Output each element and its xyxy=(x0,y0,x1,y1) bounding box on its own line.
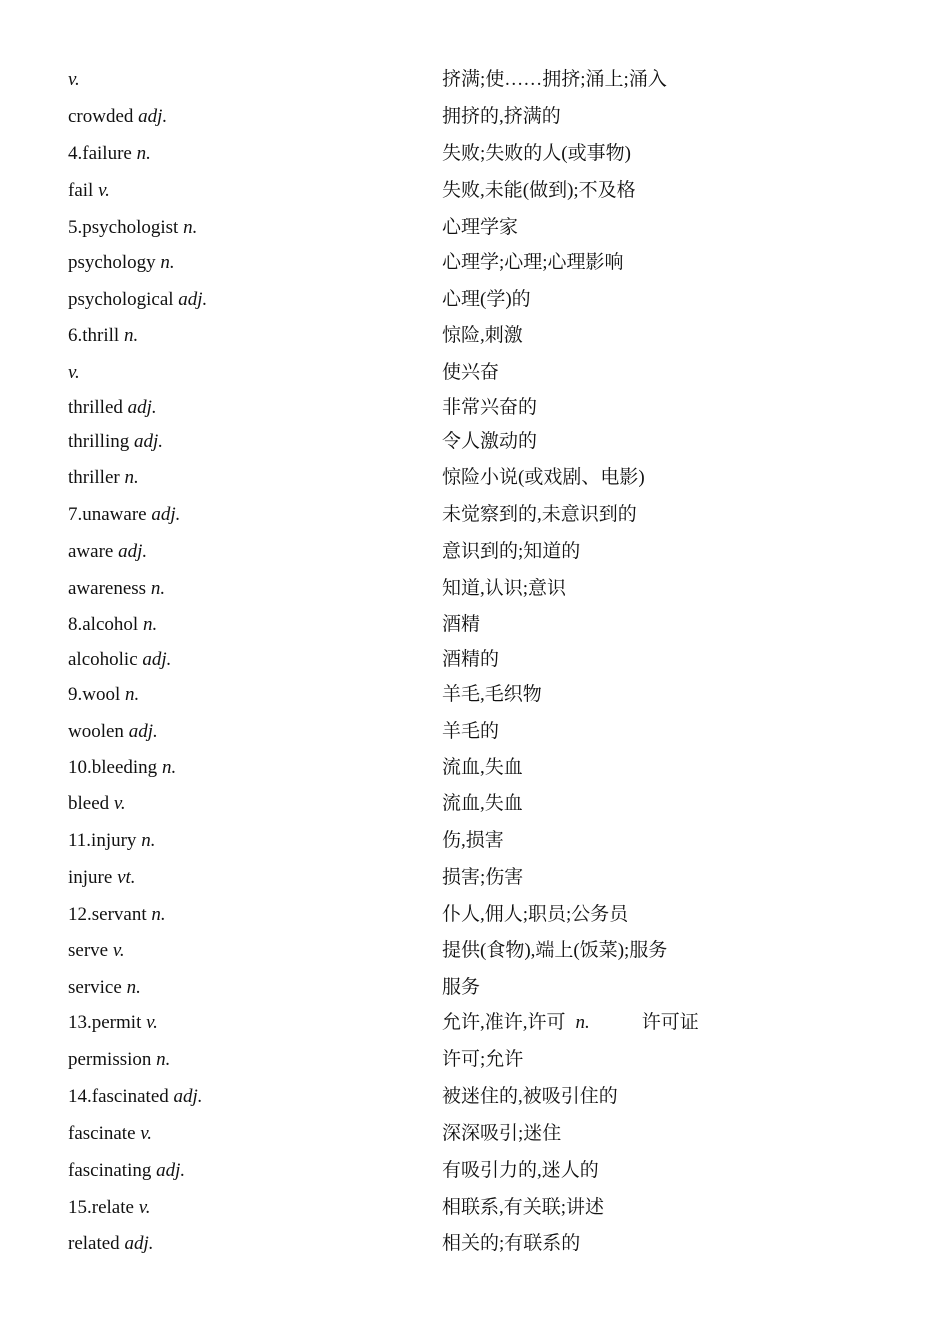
entry-number: 15. xyxy=(68,1197,92,1218)
part-of-speech: adj. xyxy=(142,649,172,670)
english-term xyxy=(68,1193,150,1223)
english-term xyxy=(68,900,166,930)
chinese-meaning xyxy=(442,1119,561,1149)
part-of-speech: adj. xyxy=(178,289,208,310)
chinese-meaning xyxy=(442,1045,523,1075)
entry-number: 5. xyxy=(68,217,83,238)
extra-meaning: 许可证 xyxy=(641,1012,699,1033)
headword: psychology xyxy=(68,252,156,273)
headword: service xyxy=(68,977,122,998)
headword: injure xyxy=(68,867,113,888)
part-of-speech: adj. xyxy=(118,541,148,562)
chinese-meaning xyxy=(442,1008,699,1038)
english-term xyxy=(68,248,175,278)
headword: bleed xyxy=(68,793,110,814)
part-of-speech: n. xyxy=(160,252,175,273)
english-term xyxy=(68,1156,185,1186)
part-of-speech: n. xyxy=(125,684,140,705)
part-of-speech: v. xyxy=(146,1012,158,1033)
english-term xyxy=(68,393,157,423)
english-term xyxy=(68,610,157,640)
headword: thriller xyxy=(68,467,120,488)
meaning-text: 惊险,刺激 xyxy=(442,325,523,346)
headword: aware xyxy=(68,541,114,562)
english-term xyxy=(68,65,80,95)
english-term xyxy=(68,321,138,351)
meaning-text: 相联系,有关联;讲述 xyxy=(442,1197,605,1218)
english-term xyxy=(68,213,197,243)
english-term xyxy=(68,358,80,388)
chinese-meaning xyxy=(442,500,637,530)
part-of-speech: n. xyxy=(124,467,139,488)
entry-number: 10. xyxy=(68,757,92,778)
part-of-speech: n. xyxy=(150,578,166,599)
meaning-text: 羊毛,毛织物 xyxy=(442,684,542,705)
meaning-text: 伤,损害 xyxy=(442,830,504,851)
vocab-row xyxy=(68,1229,890,1259)
chinese-meaning xyxy=(442,789,523,819)
english-term xyxy=(68,1045,170,1075)
meaning-text: 深深吸引;迷住 xyxy=(442,1123,562,1144)
part-of-speech: v. xyxy=(112,940,125,961)
chinese-meaning xyxy=(442,863,523,893)
vocab-row xyxy=(68,574,890,604)
english-term xyxy=(68,863,136,893)
chinese-meaning xyxy=(442,393,537,423)
part-of-speech: v. xyxy=(113,793,126,814)
english-term xyxy=(68,753,176,783)
vocab-row xyxy=(68,321,890,351)
chinese-meaning xyxy=(442,463,645,493)
chinese-meaning xyxy=(442,213,518,243)
headword: fail xyxy=(68,180,94,201)
vocab-row xyxy=(68,358,890,388)
meaning-text: 惊险小说(或戏剧、电影) xyxy=(442,467,645,488)
chinese-meaning xyxy=(442,900,628,930)
part-of-speech: n. xyxy=(183,217,198,238)
english-term xyxy=(68,826,155,856)
meaning-text: 使兴奋 xyxy=(442,362,500,383)
meaning-text: 酒精 xyxy=(442,614,481,635)
vocab-row xyxy=(68,65,890,95)
part-of-speech: adj. xyxy=(133,431,164,452)
part-of-speech: adj. xyxy=(124,1233,154,1254)
chinese-meaning xyxy=(442,285,531,315)
headword: thrilling xyxy=(68,431,130,452)
headword: crowded xyxy=(68,106,134,127)
extra-part-of-speech: n. xyxy=(575,1012,590,1033)
part-of-speech: n. xyxy=(156,1049,171,1070)
headword: permission xyxy=(68,1049,152,1070)
chinese-meaning xyxy=(442,1156,599,1186)
english-term xyxy=(68,936,125,966)
entry-number: 9. xyxy=(68,684,83,705)
vocab-row xyxy=(68,753,890,783)
headword: bleeding xyxy=(91,757,158,778)
vocab-row xyxy=(68,645,890,675)
chinese-meaning xyxy=(442,826,504,856)
part-of-speech: v. xyxy=(98,180,110,201)
headword: thrilled xyxy=(68,397,123,418)
part-of-speech: n. xyxy=(142,614,158,635)
entry-number: 8. xyxy=(68,614,83,635)
part-of-speech: adj. xyxy=(127,397,157,418)
vocab-row xyxy=(68,427,890,457)
entry-number: 7. xyxy=(68,504,83,525)
vocab-row xyxy=(68,789,890,819)
chinese-meaning xyxy=(442,753,523,783)
meaning-text: 酒精的 xyxy=(442,649,500,670)
vocab-row xyxy=(68,826,890,856)
english-term xyxy=(68,1082,203,1112)
chinese-meaning xyxy=(442,65,667,95)
chinese-meaning xyxy=(442,610,480,640)
english-term xyxy=(68,427,163,457)
headword: fascinating xyxy=(68,1160,152,1181)
vocab-row xyxy=(68,139,890,169)
vocab-row xyxy=(68,1045,890,1075)
chinese-meaning xyxy=(442,139,631,169)
vocab-row xyxy=(68,213,890,243)
chinese-meaning xyxy=(442,1229,580,1259)
vocab-row xyxy=(68,393,890,423)
chinese-meaning xyxy=(442,321,523,351)
english-term xyxy=(68,500,180,530)
headword: alcohol xyxy=(82,614,139,635)
headword: permit xyxy=(91,1012,142,1033)
vocab-row xyxy=(68,537,890,567)
part-of-speech: n. xyxy=(161,757,177,778)
meaning-text: 允许,准许,许可 xyxy=(442,1012,566,1033)
headword: psychological xyxy=(68,289,174,310)
entry-number: 12. xyxy=(68,904,92,925)
english-term xyxy=(68,789,126,819)
english-term xyxy=(68,176,110,206)
headword: relate xyxy=(91,1197,134,1218)
entry-number: 13. xyxy=(68,1012,92,1033)
english-term xyxy=(68,139,151,169)
part-of-speech: n. xyxy=(141,830,156,851)
headword: alcoholic xyxy=(68,649,138,670)
chinese-meaning xyxy=(442,936,667,966)
entry-number: 6. xyxy=(68,325,83,346)
meaning-text: 流血,失血 xyxy=(442,793,523,814)
meaning-text: 挤满;使……拥挤;涌上;涌入 xyxy=(442,69,667,90)
vocab-row xyxy=(68,1119,890,1149)
headword: woolen xyxy=(68,721,124,742)
entry-number: 4. xyxy=(68,143,83,164)
part-of-speech: adj. xyxy=(138,106,168,127)
english-term xyxy=(68,1229,153,1259)
chinese-meaning xyxy=(442,973,480,1003)
headword: unaware xyxy=(82,504,147,525)
meaning-text: 令人激动的 xyxy=(442,431,538,452)
vocab-row xyxy=(68,680,890,710)
meaning-text: 失败;失败的人(或事物) xyxy=(442,143,631,164)
headword: failure xyxy=(82,143,132,164)
chinese-meaning xyxy=(442,176,636,206)
chinese-meaning xyxy=(442,102,561,132)
vocab-row xyxy=(68,1082,890,1112)
chinese-meaning xyxy=(442,574,566,604)
chinese-meaning xyxy=(442,1193,604,1223)
english-term xyxy=(68,1008,158,1038)
headword: psychologist xyxy=(82,217,179,238)
part-of-speech: n. xyxy=(123,325,139,346)
headword: awareness xyxy=(68,578,147,599)
entry-number: 11. xyxy=(68,830,92,851)
english-term xyxy=(68,973,141,1003)
headword: injury xyxy=(91,830,137,851)
vocab-row xyxy=(68,102,890,132)
headword: wool xyxy=(82,684,121,705)
vocab-row xyxy=(68,176,890,206)
vocab-row xyxy=(68,717,890,747)
headword: fascinate xyxy=(68,1123,136,1144)
part-of-speech: v. xyxy=(138,1197,151,1218)
headword: servant xyxy=(91,904,147,925)
english-term xyxy=(68,102,167,132)
english-term xyxy=(68,1119,152,1149)
vocab-row xyxy=(68,463,890,493)
meaning-text: 被迷住的,被吸引住的 xyxy=(442,1086,618,1107)
english-term xyxy=(68,645,171,675)
part-of-speech: v. xyxy=(140,1123,153,1144)
headword: serve xyxy=(68,940,109,961)
meaning-text: 羊毛的 xyxy=(442,721,500,742)
vocab-row xyxy=(68,863,890,893)
vocab-row xyxy=(68,900,890,930)
chinese-meaning xyxy=(442,427,537,457)
part-of-speech: adj. xyxy=(151,504,181,525)
meaning-text: 拥挤的,挤满的 xyxy=(442,106,561,127)
chinese-meaning xyxy=(442,248,624,278)
headword: fascinated xyxy=(91,1086,169,1107)
meaning-text: 提供(食物),端上(饭菜);服务 xyxy=(442,940,668,961)
english-term xyxy=(68,717,158,747)
meaning-text: 流血,失血 xyxy=(442,757,523,778)
vocab-row xyxy=(68,500,890,530)
meaning-text: 心理(学)的 xyxy=(442,289,531,310)
chinese-meaning xyxy=(442,537,580,567)
vocab-row xyxy=(68,936,890,966)
english-term xyxy=(68,537,147,567)
vocab-row xyxy=(68,1156,890,1186)
meaning-text: 意识到的;知道的 xyxy=(442,541,581,562)
meaning-text: 知道,认识;意识 xyxy=(442,578,567,599)
entry-number: 14. xyxy=(68,1086,92,1107)
part-of-speech: v. xyxy=(68,362,80,383)
headword: related xyxy=(68,1233,120,1254)
part-of-speech: adj. xyxy=(128,721,158,742)
meaning-text: 许可;允许 xyxy=(442,1049,524,1070)
part-of-speech: n. xyxy=(136,143,151,164)
meaning-text: 损害;伤害 xyxy=(442,867,524,888)
meaning-text: 心理学;心理;心理影响 xyxy=(442,252,624,273)
meaning-text: 相关的;有联系的 xyxy=(442,1233,581,1254)
chinese-meaning xyxy=(442,645,499,675)
chinese-meaning xyxy=(442,1082,618,1112)
meaning-text: 仆人,佣人;职员;公务员 xyxy=(442,904,629,925)
part-of-speech: adj. xyxy=(156,1160,186,1181)
chinese-meaning xyxy=(442,717,499,747)
vocab-row xyxy=(68,1008,890,1038)
meaning-text: 心理学家 xyxy=(442,217,519,238)
english-term xyxy=(68,574,165,604)
meaning-text: 有吸引力的,迷人的 xyxy=(442,1160,599,1181)
headword: thrill xyxy=(82,325,120,346)
part-of-speech: vt. xyxy=(117,867,136,888)
vocab-row xyxy=(68,248,890,278)
meaning-text: 非常兴奋的 xyxy=(442,397,538,418)
vocab-row xyxy=(68,973,890,1003)
english-term xyxy=(68,463,139,493)
vocab-row xyxy=(68,285,890,315)
part-of-speech: n. xyxy=(151,904,166,925)
vocab-row xyxy=(68,610,890,640)
meaning-text: 失败,未能(做到);不及格 xyxy=(442,180,636,201)
chinese-meaning xyxy=(442,358,499,388)
chinese-meaning xyxy=(442,680,542,710)
vocab-row xyxy=(68,1193,890,1223)
part-of-speech: v. xyxy=(68,69,80,90)
part-of-speech: adj. xyxy=(173,1086,203,1107)
part-of-speech: n. xyxy=(126,977,141,998)
english-term xyxy=(68,285,207,315)
english-term xyxy=(68,680,139,710)
meaning-text: 服务 xyxy=(442,977,481,998)
meaning-text: 未觉察到的,未意识到的 xyxy=(442,504,637,525)
